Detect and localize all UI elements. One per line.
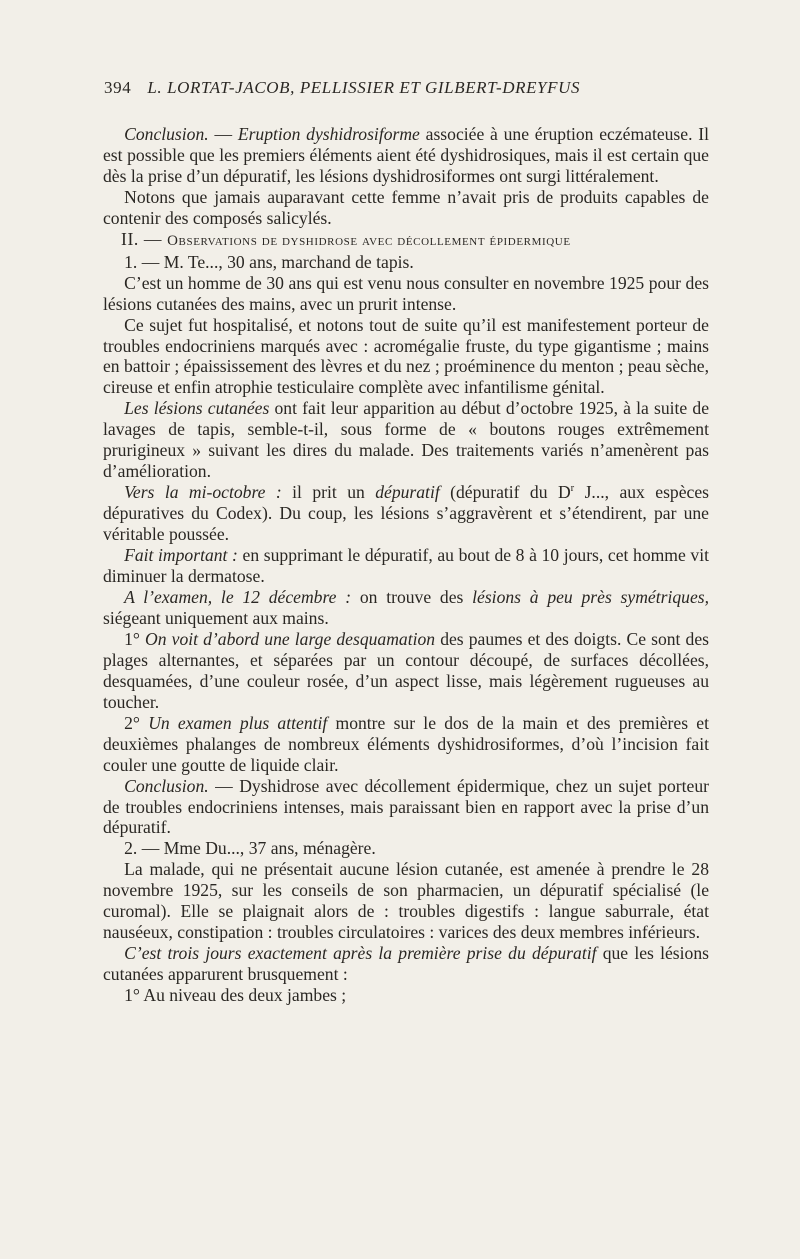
case-1-paragraph: C’est un homme de 30 ans qui est venu nous consulter en novembre 1925 pour des lésions cutanées des mains, avec un prurit intense.: [103, 272, 709, 314]
section-heading: II. — Observations de dyshidrose avec décollement épidermique: [121, 228, 571, 249]
page-number: 394: [104, 78, 132, 97]
case-1-paragraph: 1° On voit d’abord une large desquamation des paumes et des doigts. Ce sont des plages alternantes, et séparées par un contour découpé, de surfaces décollées, desquamées, d’une couleur rosée, d’un aspect lisse, mais légèrement rugueuses au toucher.: [103, 628, 709, 712]
case-1-heading: 1. — M. Te..., 30 ans, marchand de tapis.: [124, 251, 414, 272]
page-body: [103, 124, 709, 1006]
case-1-paragraph: Vers la mi-octobre : il prit un dépuratif (dépuratif du $D^r$ J..., aux espèces dépuratives du Codex). Du coup, les lésions s’aggravèrent et s’étendirent, par une véritable poussée.: [103, 482, 709, 545]
case-1-paragraph: Ce sujet fut hospitalisé, et notons tout de suite qu’il est manifestement porteur de troubles endocriniens marqués avec : acromégalie fruste, du type gigantisme ; mains en battoir ; épaississement des lèvres et du nez ; proéminence du menton ; peau sèche, cireuse et enfin atrophie testiculaire complète avec infantilisme génital.: [103, 314, 709, 398]
case-1-paragraph: A l’examen, le 12 décembre : on trouve des lésions à peu près symétriques, siégeant uniquement aux mains.: [103, 586, 709, 628]
case-1-paragraph: 2° Un examen plus attentif montre sur le dos de la main et des premières et deuxièmes phalanges de nombreux éléments dyshidrosiformes, d’où l’incision fait couler une goutte de liquide clair.: [103, 712, 709, 775]
case-2-paragraph: La malade, qui ne présentait aucune lésion cutanée, est amenée à prendre le 28 novembre 1925, sur les conseils de son pharmacien, un dépuratif spécialisé (le curomal). Elle se plaignait alors de : troubles digestifs : langue saburrale, état nauséeux, constipation : troubles circulatoires : varices des deux membres inférieurs.: [103, 859, 709, 943]
paragraph-conclusion-1: Conclusion. — Eruption dyshidrosiforme associée à une éruption eczémateuse. Il est possible que les premiers éléments aient été dyshidrosiques, mais il est certain que dès la prise d’un dépuratif, les lésions dyshidrosiformes ont surgi littéralement.: [103, 124, 710, 186]
case-1-paragraph: Fait important : en supprimant le dépuratif, au bout de 8 à 10 jours, cet homme vit diminuer la dermatose.: [103, 545, 709, 587]
header-authors: L. LORTAT-JACOB, PELLISSIER ET GILBERT-DREYFUS: [147, 78, 581, 97]
case-2-heading: 2. — Mme Du..., 37 ans, ménagère.: [124, 838, 376, 859]
conclusion-label: Conclusion.: [124, 124, 209, 144]
case-1-conclusion: Conclusion. — Dyshidrose avec décollement épidermique, chez un sujet porteur de troubles endocriniens intenses, mais paraissant bien en rapport avec la prise d’un dépuratif.: [103, 775, 709, 838]
paragraph-note: Notons que jamais auparavant cette femme n’avait pris de produits capables de contenir des composés salicylés.: [103, 186, 709, 228]
conclusion-title: Eruption dyshidrosiforme: [237, 124, 420, 144]
case-2-paragraph: 1° Au niveau des deux jambes ;: [124, 985, 347, 1006]
case-2-paragraph: C’est trois jours exactement après la première prise du dépuratif que les lésions cutanées apparurent brusquement :: [103, 943, 709, 985]
case-1-paragraph: Les lésions cutanées ont fait leur apparition au début d’octobre 1925, à la suite de lavages de tapis, semble-t-il, sous forme de « boutons rouges extrêmement prurigineux » suivant les dires du malade. Des traitements variés n’amenèrent pas d’amélioration.: [103, 398, 710, 482]
running-header: [104, 78, 708, 98]
